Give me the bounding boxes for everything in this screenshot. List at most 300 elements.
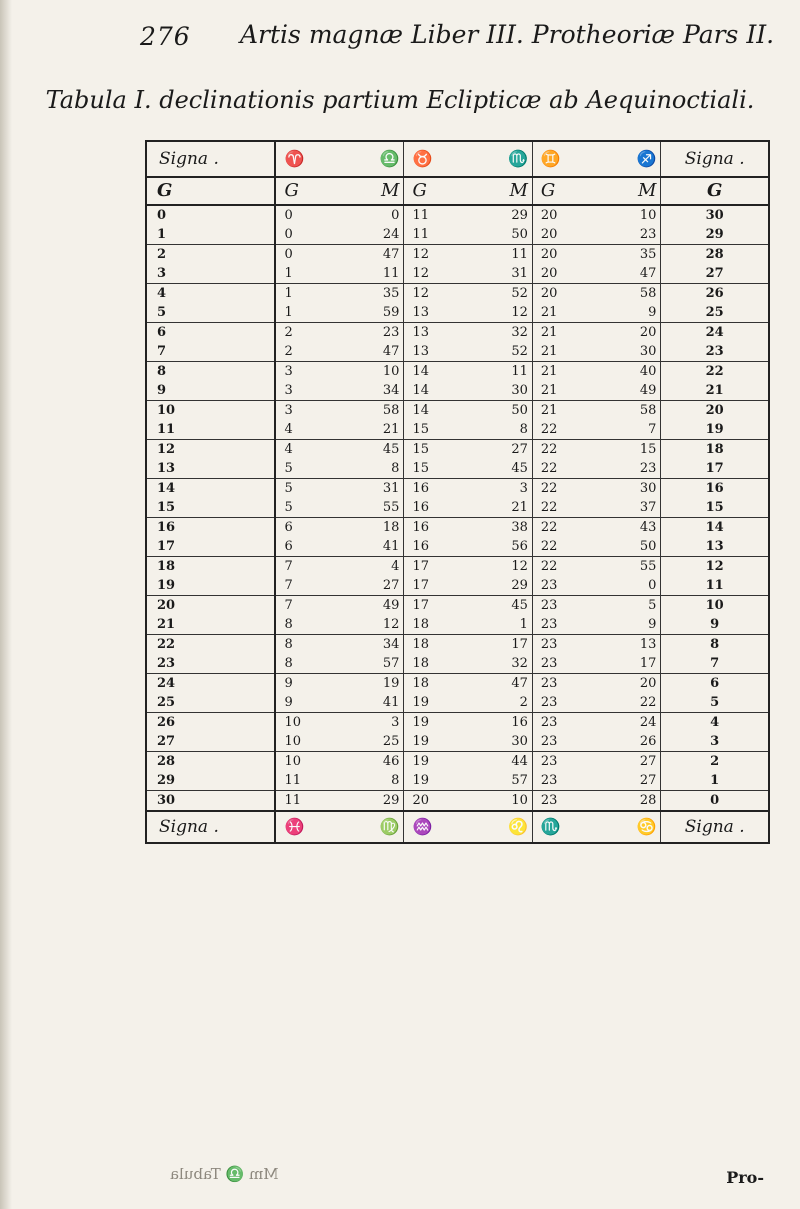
m2-cell: 17 xyxy=(511,637,528,652)
g1-cell: 5 xyxy=(275,498,341,518)
g1-cell: 1 xyxy=(275,303,341,323)
g3-cell: 23 xyxy=(532,713,598,733)
m3-cell: 20 xyxy=(639,676,657,691)
g2-cell: 12 xyxy=(404,245,470,265)
m3-cell: 15 xyxy=(639,442,657,457)
g2-cell: 19 xyxy=(404,713,470,733)
table-row xyxy=(147,245,768,265)
g2-cell: 18 xyxy=(404,615,470,635)
m3-cell: 30 xyxy=(639,481,657,496)
degree-cell: 6 xyxy=(147,323,275,343)
m1-cell: 59 xyxy=(341,303,404,323)
g3-cell: 20 xyxy=(532,205,598,225)
g1-cell: 6 xyxy=(275,537,341,557)
m2-cell: 50 xyxy=(511,403,528,418)
aries-symbol: ♈ xyxy=(275,142,341,177)
complement-degree-cell: 14 xyxy=(661,518,768,538)
m1-cell: 29 xyxy=(341,791,404,812)
complement-degree-cell: 4 xyxy=(661,713,768,733)
subheader-g2: G xyxy=(404,177,470,205)
pisces-symbol: ♓ xyxy=(275,811,341,842)
g3-cell: 21 xyxy=(532,342,598,362)
subheader-degrees: G xyxy=(147,177,275,205)
m2-cell: 30 xyxy=(470,732,533,752)
g2-cell: 11 xyxy=(404,225,470,245)
g2-cell: 19 xyxy=(404,771,470,791)
table-row xyxy=(147,401,768,421)
degree-cell: 21 xyxy=(147,615,275,635)
m3-cell: 23 xyxy=(598,459,661,479)
degree-cell: 22 xyxy=(147,635,275,655)
m1-cell: 57 xyxy=(341,654,404,674)
g3-cell: 21 xyxy=(532,362,598,382)
degree-cell: 5 xyxy=(147,303,275,323)
m2-cell: 47 xyxy=(511,676,528,691)
g3-cell: 22 xyxy=(532,518,598,538)
table-row xyxy=(147,654,768,674)
complement-degree-cell: 1 xyxy=(661,771,768,791)
m3-cell: 22 xyxy=(598,693,661,713)
m2-cell: 27 xyxy=(511,442,528,457)
g3-cell: 23 xyxy=(532,791,598,812)
virgo-symbol: ♍ xyxy=(341,811,404,842)
m1-cell: 10 xyxy=(382,364,400,379)
degree-cell: 26 xyxy=(147,713,275,733)
m1-cell: 41 xyxy=(341,693,404,713)
table-row xyxy=(147,225,768,245)
m3-cell: 23 xyxy=(598,225,661,245)
table-row xyxy=(147,732,768,752)
m2-cell: 52 xyxy=(470,342,533,362)
table-row xyxy=(147,498,768,518)
m2-cell: 2 xyxy=(470,693,533,713)
g3-cell: 22 xyxy=(532,537,598,557)
g1-cell: 10 xyxy=(284,715,302,730)
table-row xyxy=(147,518,768,538)
table-body xyxy=(147,205,768,811)
g1-cell: 2 xyxy=(284,325,293,340)
cancer-symbol: ♋ xyxy=(598,811,661,842)
m3-cell: 28 xyxy=(598,791,661,812)
m1-cell: 46 xyxy=(382,754,400,769)
m1-cell: 47 xyxy=(382,247,400,262)
m1-cell: 41 xyxy=(341,537,404,557)
m1-cell: 58 xyxy=(382,403,400,418)
m2-cell: 8 xyxy=(470,420,533,440)
g1-cell: 6 xyxy=(284,520,293,535)
g1-cell: 7 xyxy=(284,559,293,574)
m2-cell: 11 xyxy=(511,364,528,379)
bleed-through-text: Mm ♎ Tabula xyxy=(170,1165,279,1183)
g3-cell: 22 xyxy=(532,479,598,499)
complement-degree-cell: 21 xyxy=(661,381,768,401)
g1-cell: 9 xyxy=(275,693,341,713)
degree-cell: 12 xyxy=(147,440,275,460)
degree-cell: 20 xyxy=(147,596,275,616)
header-signa-left: Signa . xyxy=(147,142,275,177)
footer-signa-right: Signa . xyxy=(661,811,768,842)
degree-cell: 14 xyxy=(147,479,275,499)
g2-cell: 16 xyxy=(404,518,470,538)
subheader-row xyxy=(147,177,768,205)
g1-cell: 0 xyxy=(284,208,293,223)
subheader-m1: M xyxy=(341,177,404,205)
g3-cell: 22 xyxy=(532,498,598,518)
table-row xyxy=(147,674,768,694)
complement-degree-cell: 24 xyxy=(661,323,768,343)
complement-degree-cell: 6 xyxy=(661,674,768,694)
m3-cell: 24 xyxy=(639,715,657,730)
g3-cell: 23 xyxy=(532,752,598,772)
m3-cell: 58 xyxy=(639,403,657,418)
libra-symbol: ♎ xyxy=(341,142,404,177)
table-row xyxy=(147,479,768,499)
m2-cell: 38 xyxy=(511,520,528,535)
m3-cell: 50 xyxy=(598,537,661,557)
m3-cell: 47 xyxy=(598,264,661,284)
table-row xyxy=(147,459,768,479)
degree-cell: 19 xyxy=(147,576,275,596)
g2-cell: 17 xyxy=(404,557,470,577)
g3-cell: 20 xyxy=(532,284,598,304)
degree-cell: 30 xyxy=(147,791,275,812)
complement-degree-cell: 15 xyxy=(661,498,768,518)
m1-cell: 24 xyxy=(341,225,404,245)
degree-cell: 17 xyxy=(147,537,275,557)
m1-cell: 49 xyxy=(382,598,400,613)
footer-row xyxy=(147,811,768,842)
complement-degree-cell: 3 xyxy=(661,732,768,752)
complement-degree-cell: 28 xyxy=(661,245,768,265)
g2-cell: 14 xyxy=(404,381,470,401)
degree-cell: 2 xyxy=(147,245,275,265)
subheader-m2: M xyxy=(470,177,533,205)
m3-cell: 0 xyxy=(598,576,661,596)
m3-cell: 9 xyxy=(598,303,661,323)
g1-cell: 0 xyxy=(275,225,341,245)
complement-degree-cell: 18 xyxy=(661,440,768,460)
m2-cell: 21 xyxy=(470,498,533,518)
leo-symbol: ♌ xyxy=(470,811,533,842)
complement-degree-cell: 29 xyxy=(661,225,768,245)
m1-cell: 55 xyxy=(341,498,404,518)
table-row xyxy=(147,440,768,460)
m1-cell: 19 xyxy=(382,676,400,691)
m2-cell: 32 xyxy=(511,325,528,340)
complement-degree-cell: 9 xyxy=(661,615,768,635)
degree-cell: 16 xyxy=(147,518,275,538)
g3-cell: 23 xyxy=(532,771,598,791)
g1-cell: 3 xyxy=(284,364,293,379)
m3-cell: 10 xyxy=(639,208,657,223)
g2-cell: 19 xyxy=(404,752,470,772)
m1-cell: 45 xyxy=(382,442,400,457)
complement-degree-cell: 0 xyxy=(661,791,768,812)
degree-cell: 18 xyxy=(147,557,275,577)
degree-cell: 1 xyxy=(147,225,275,245)
g3-cell: 21 xyxy=(532,303,598,323)
m2-cell: 3 xyxy=(519,481,528,496)
table-row xyxy=(147,323,768,343)
table-row xyxy=(147,420,768,440)
m3-cell: 40 xyxy=(639,364,657,379)
degree-cell: 24 xyxy=(147,674,275,694)
m1-cell: 11 xyxy=(341,264,404,284)
g1-cell: 8 xyxy=(284,637,293,652)
g3-cell: 23 xyxy=(532,732,598,752)
m2-cell: 10 xyxy=(470,791,533,812)
g2-cell: 13 xyxy=(404,303,470,323)
table-title: Tabula I. declinationis partium Eclipticæ ab Aequinoctiali. xyxy=(45,86,755,114)
table-row xyxy=(147,303,768,323)
m1-cell: 0 xyxy=(391,208,400,223)
m1-cell: 23 xyxy=(382,325,400,340)
m3-cell: 13 xyxy=(639,637,657,652)
m3-cell: 27 xyxy=(639,754,657,769)
g2-cell: 13 xyxy=(404,342,470,362)
complement-degree-cell: 19 xyxy=(661,420,768,440)
g3-cell: 22 xyxy=(532,557,598,577)
table-row xyxy=(147,771,768,791)
g2-cell: 20 xyxy=(404,791,470,812)
complement-degree-cell: 2 xyxy=(661,752,768,772)
g1-cell: 1 xyxy=(275,264,341,284)
g2-cell: 15 xyxy=(404,459,470,479)
g3-cell: 23 xyxy=(532,576,598,596)
m1-cell: 34 xyxy=(382,637,400,652)
g3-cell: 21 xyxy=(532,401,598,421)
g2-cell: 19 xyxy=(404,693,470,713)
g2-cell: 14 xyxy=(404,401,470,421)
m3-cell: 27 xyxy=(598,771,661,791)
degree-cell: 4 xyxy=(147,284,275,304)
complement-degree-cell: 27 xyxy=(661,264,768,284)
sagittarius-symbol: ♐ xyxy=(598,142,661,177)
g2-cell: 18 xyxy=(404,674,470,694)
m3-cell: 5 xyxy=(648,598,657,613)
g2-cell: 13 xyxy=(404,323,470,343)
m2-cell: 12 xyxy=(511,559,528,574)
degree-cell: 10 xyxy=(147,401,275,421)
subheader-degrees-right: G xyxy=(661,177,768,205)
page-number: 276 xyxy=(140,22,191,51)
g3-cell: 23 xyxy=(532,693,598,713)
m1-cell: 31 xyxy=(382,481,400,496)
g1-cell: 5 xyxy=(284,481,293,496)
g1-cell: 4 xyxy=(284,442,293,457)
degree-cell: 8 xyxy=(147,362,275,382)
m3-cell: 58 xyxy=(639,286,657,301)
g2-cell: 19 xyxy=(404,732,470,752)
degree-cell: 25 xyxy=(147,693,275,713)
g1-cell: 11 xyxy=(275,791,341,812)
complement-degree-cell: 5 xyxy=(661,693,768,713)
complement-degree-cell: 20 xyxy=(661,401,768,421)
m2-cell: 57 xyxy=(470,771,533,791)
g1-cell: 3 xyxy=(284,403,293,418)
g3-cell: 21 xyxy=(532,381,598,401)
complement-degree-cell: 26 xyxy=(661,284,768,304)
subheader-g3: G xyxy=(532,177,598,205)
g1-cell: 8 xyxy=(275,615,341,635)
m2-cell: 1 xyxy=(470,615,533,635)
degree-cell: 28 xyxy=(147,752,275,772)
g3-cell: 23 xyxy=(532,674,598,694)
g1-cell: 10 xyxy=(284,754,302,769)
taurus-symbol: ♉ xyxy=(404,142,470,177)
m1-cell: 4 xyxy=(391,559,400,574)
complement-degree-cell: 11 xyxy=(661,576,768,596)
m2-cell: 44 xyxy=(511,754,528,769)
catchword: Pro- xyxy=(726,1168,764,1187)
g1-cell: 0 xyxy=(284,247,293,262)
m1-cell: 18 xyxy=(382,520,400,535)
degree-cell: 7 xyxy=(147,342,275,362)
header-signa-right: Signa . xyxy=(661,142,768,177)
g1-cell: 10 xyxy=(275,732,341,752)
g3-cell: 22 xyxy=(532,459,598,479)
table-row xyxy=(147,381,768,401)
m3-cell: 35 xyxy=(639,247,657,262)
m2-cell: 50 xyxy=(470,225,533,245)
header-row xyxy=(147,142,768,177)
complement-degree-cell: 7 xyxy=(661,654,768,674)
m2-cell: 16 xyxy=(511,715,528,730)
g2-cell: 17 xyxy=(404,576,470,596)
g2-cell: 17 xyxy=(404,596,470,616)
m2-cell: 45 xyxy=(511,598,528,613)
g2-cell: 16 xyxy=(404,498,470,518)
degree-cell: 9 xyxy=(147,381,275,401)
m2-cell: 11 xyxy=(511,247,528,262)
g1-cell: 8 xyxy=(275,654,341,674)
table-row xyxy=(147,342,768,362)
m1-cell: 27 xyxy=(341,576,404,596)
m2-cell: 52 xyxy=(511,286,528,301)
g3-cell: 23 xyxy=(532,615,598,635)
complement-degree-cell: 25 xyxy=(661,303,768,323)
scorpio-symbol: ♏ xyxy=(470,142,533,177)
m3-cell: 49 xyxy=(598,381,661,401)
aquarius-symbol: ♒ xyxy=(404,811,470,842)
m3-cell: 43 xyxy=(639,520,657,535)
m1-cell: 21 xyxy=(341,420,404,440)
g2-cell: 18 xyxy=(404,654,470,674)
m1-cell: 8 xyxy=(341,771,404,791)
m2-cell: 32 xyxy=(470,654,533,674)
g2-cell: 18 xyxy=(404,635,470,655)
table-row xyxy=(147,752,768,772)
m1-cell: 3 xyxy=(391,715,400,730)
table-row xyxy=(147,635,768,655)
degree-cell: 29 xyxy=(147,771,275,791)
g1-cell: 7 xyxy=(275,576,341,596)
table-row xyxy=(147,791,768,812)
g1-cell: 3 xyxy=(275,381,341,401)
page-gutter-shadow xyxy=(0,0,12,1209)
m3-cell: 17 xyxy=(598,654,661,674)
g1-cell: 11 xyxy=(275,771,341,791)
table-row xyxy=(147,576,768,596)
m3-cell: 55 xyxy=(639,559,657,574)
g1-cell: 2 xyxy=(275,342,341,362)
g2-cell: 11 xyxy=(404,205,470,225)
degree-cell: 3 xyxy=(147,264,275,284)
m2-cell: 12 xyxy=(470,303,533,323)
m2-cell: 30 xyxy=(470,381,533,401)
g3-cell: 20 xyxy=(532,245,598,265)
running-head xyxy=(0,18,800,54)
table-row xyxy=(147,713,768,733)
m2-cell: 29 xyxy=(470,576,533,596)
subheader-m3: M xyxy=(598,177,661,205)
m1-cell: 34 xyxy=(341,381,404,401)
g1-cell: 1 xyxy=(284,286,293,301)
g3-cell: 22 xyxy=(532,420,598,440)
table-row xyxy=(147,284,768,304)
table-row xyxy=(147,693,768,713)
g3-cell: 21 xyxy=(532,323,598,343)
complement-degree-cell: 16 xyxy=(661,479,768,499)
g3-cell: 23 xyxy=(532,635,598,655)
complement-degree-cell: 22 xyxy=(661,362,768,382)
running-title: Artis magnæ Liber III. Protheoriæ Pars II. xyxy=(240,20,775,49)
degree-cell: 23 xyxy=(147,654,275,674)
g1-cell: 7 xyxy=(284,598,293,613)
table-row xyxy=(147,362,768,382)
g2-cell: 12 xyxy=(404,264,470,284)
g1-cell: 4 xyxy=(275,420,341,440)
m2-cell: 29 xyxy=(511,208,528,223)
footer-signa-left: Signa . xyxy=(147,811,275,842)
declination-table xyxy=(145,140,770,844)
complement-degree-cell: 12 xyxy=(661,557,768,577)
table-row xyxy=(147,205,768,225)
table-row xyxy=(147,557,768,577)
g2-cell: 12 xyxy=(404,284,470,304)
complement-degree-cell: 8 xyxy=(661,635,768,655)
g1-cell: 9 xyxy=(284,676,293,691)
m3-cell: 20 xyxy=(639,325,657,340)
m3-cell: 9 xyxy=(598,615,661,635)
m3-cell: 37 xyxy=(598,498,661,518)
footer-sign5-symbol: ♏ xyxy=(532,811,598,842)
complement-degree-cell: 30 xyxy=(661,205,768,225)
degree-cell: 27 xyxy=(147,732,275,752)
g1-cell: 5 xyxy=(275,459,341,479)
g2-cell: 15 xyxy=(404,420,470,440)
degree-cell: 15 xyxy=(147,498,275,518)
m1-cell: 25 xyxy=(341,732,404,752)
m3-cell: 26 xyxy=(598,732,661,752)
table-row xyxy=(147,615,768,635)
m3-cell: 30 xyxy=(598,342,661,362)
g3-cell: 23 xyxy=(532,654,598,674)
gemini-symbol: ♊ xyxy=(532,142,598,177)
complement-degree-cell: 13 xyxy=(661,537,768,557)
table-row xyxy=(147,537,768,557)
m1-cell: 12 xyxy=(341,615,404,635)
degree-cell: 11 xyxy=(147,420,275,440)
g2-cell: 16 xyxy=(404,479,470,499)
complement-degree-cell: 23 xyxy=(661,342,768,362)
m2-cell: 56 xyxy=(470,537,533,557)
degree-cell: 0 xyxy=(147,205,275,225)
complement-degree-cell: 17 xyxy=(661,459,768,479)
subheader-g1: G xyxy=(275,177,341,205)
degree-cell: 13 xyxy=(147,459,275,479)
g3-cell: 23 xyxy=(532,596,598,616)
